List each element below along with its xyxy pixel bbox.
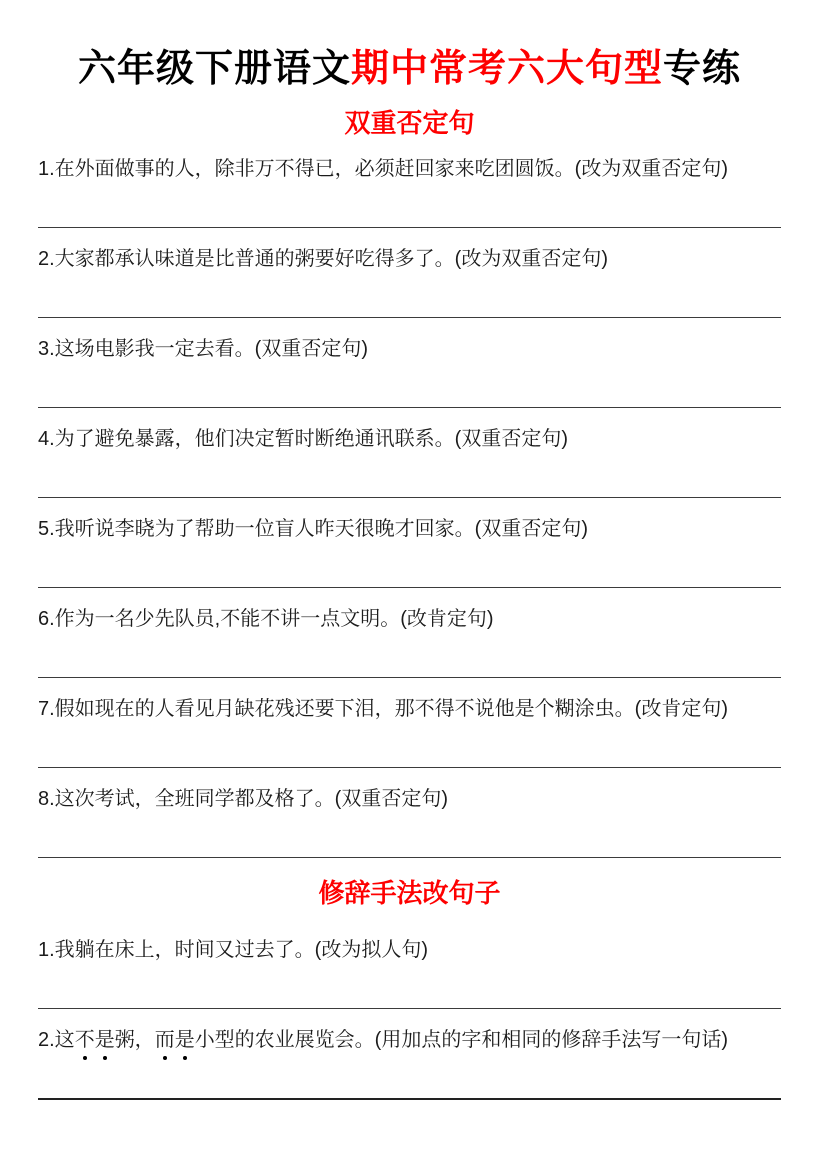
section-1-heading: 双重否定句 <box>344 108 475 138</box>
question-block <box>38 1026 781 1100</box>
question-text: 2.大家都承认味道是比普通的粥要好吃得多了。(改为双重否定句) <box>38 248 608 270</box>
question-block <box>38 695 781 768</box>
question-block <box>38 155 781 228</box>
emphasized-char: 而 <box>155 1026 175 1054</box>
question-text: 3.这场电影我一定去看。(双重否定句) <box>38 338 368 360</box>
question-block <box>38 425 781 498</box>
answer-line <box>38 317 781 318</box>
answer-line <box>38 677 781 678</box>
title-part-1: 六年级下册语文 <box>77 48 351 90</box>
question-block <box>38 515 781 588</box>
answer-line <box>38 497 781 498</box>
question-text: 1.在外面做事的人，除非万不得已，必须赶回家来吃团圆饭。(改为双重否定句) <box>38 158 728 180</box>
question-block <box>38 335 781 408</box>
question-text: 8.这次考试，全班同学都及格了。(双重否定句) <box>38 788 448 810</box>
question-text-with-emphasis-dots: 2.这不是粥，而是小型的农业展览会。(用加点的字和相同的修辞手法写一句话) <box>38 1026 781 1054</box>
title-part-2-highlight: 期中常考六大句型 <box>350 48 663 90</box>
answer-line <box>38 1098 781 1100</box>
question-text: 6.作为一名少先队员,不能不讲一点文明。(改肯定句) <box>38 608 494 630</box>
question-block <box>38 936 781 1009</box>
answer-line <box>38 407 781 408</box>
question-text: 5.我听说李晓为了帮助一位盲人昨天很晚才回家。(双重否定句) <box>38 518 588 540</box>
question-text: 4.为了避免暴露，他们决定暂时断绝通讯联系。(双重否定句) <box>38 428 568 450</box>
answer-line <box>38 1008 781 1009</box>
answer-line <box>38 227 781 228</box>
page-title <box>38 46 781 92</box>
emphasized-char: 是 <box>175 1026 195 1054</box>
emphasized-char: 是 <box>95 1026 115 1054</box>
answer-line <box>38 857 781 858</box>
question-block <box>38 605 781 678</box>
question-block <box>38 245 781 318</box>
title-part-3: 专练 <box>663 48 742 90</box>
answer-line <box>38 767 781 768</box>
question-block <box>38 785 781 858</box>
question-text: 7.假如现在的人看见月缺花残还要下泪，那不得不说他是个糊涂虫。(改肯定句) <box>38 698 728 720</box>
section-2-heading: 修辞手法改句子 <box>318 878 501 908</box>
question-text: 1.我躺在床上，时间又过去了。(改为拟人句) <box>38 939 428 961</box>
emphasized-char: 不 <box>75 1026 95 1054</box>
answer-line <box>38 587 781 588</box>
